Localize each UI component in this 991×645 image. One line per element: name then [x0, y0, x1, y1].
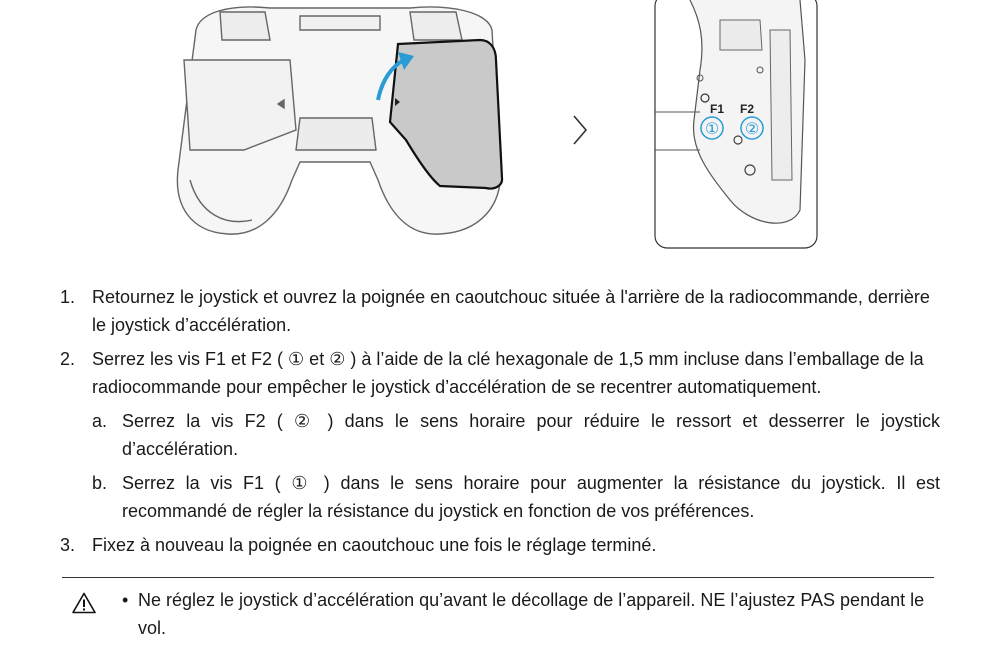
inset-marker-1: ①	[704, 119, 720, 138]
step-2	[60, 345, 940, 525]
inset-label-f2: F2	[740, 102, 755, 116]
notice-divider	[62, 577, 934, 578]
substep-text: Serrez la vis F1 ( ① ) dans le sens horaire pour augmenter la résistance du joystick. Il est recommandé de régler la résistance du joystick en fonction de vos préférences.	[122, 473, 940, 521]
chevron-right-icon	[574, 116, 586, 144]
controller-drawing	[0, 0, 991, 255]
substep-text: Serrez la vis F2 ( ② ) dans le sens horaire pour réduire le ressort et desserrer le joystick d’accélération.	[122, 411, 940, 459]
notice-bullet: •	[122, 590, 129, 610]
step-number: 2.	[60, 349, 76, 369]
inset-label-f1: F1	[710, 102, 725, 116]
warning-notice	[62, 586, 934, 642]
step-number: 1.	[60, 287, 76, 307]
inset-marker-2: ②	[744, 119, 760, 138]
step-text: Serrez les vis F1 et F2 ( ① et ② ) à l’aide de la clé hexagonale de 1,5 mm incluse dans l’emballage de la radiocommande pour empêcher le joystick d’accélération de se recentrer automatiquement.	[92, 349, 924, 397]
substep-b	[92, 469, 940, 525]
warning-triangle-icon	[72, 592, 96, 614]
step-text: Retournez le joystick et ouvrez la poignée en caoutchouc située à l'arrière de la radiocommande, derrière le joystick d’accélération.	[92, 287, 930, 335]
instruction-steps	[60, 283, 940, 565]
substep-a	[92, 407, 940, 463]
substep-letter: a.	[92, 411, 108, 431]
substep-letter: b.	[92, 473, 108, 493]
notice-text: Ne réglez le joystick d’accélération qu’avant le décollage de l’appareil. NE l’ajustez PAS pendant le vol.	[138, 590, 925, 638]
step-1	[60, 283, 940, 339]
controller-illustration	[0, 0, 991, 255]
screw-detail-inset	[655, 0, 817, 248]
step-number: 3.	[60, 535, 76, 555]
step-text: Fixez à nouveau la poignée en caoutchouc une fois le réglage terminé.	[92, 535, 657, 555]
step-3	[60, 531, 940, 559]
step-2-substeps	[92, 407, 940, 525]
